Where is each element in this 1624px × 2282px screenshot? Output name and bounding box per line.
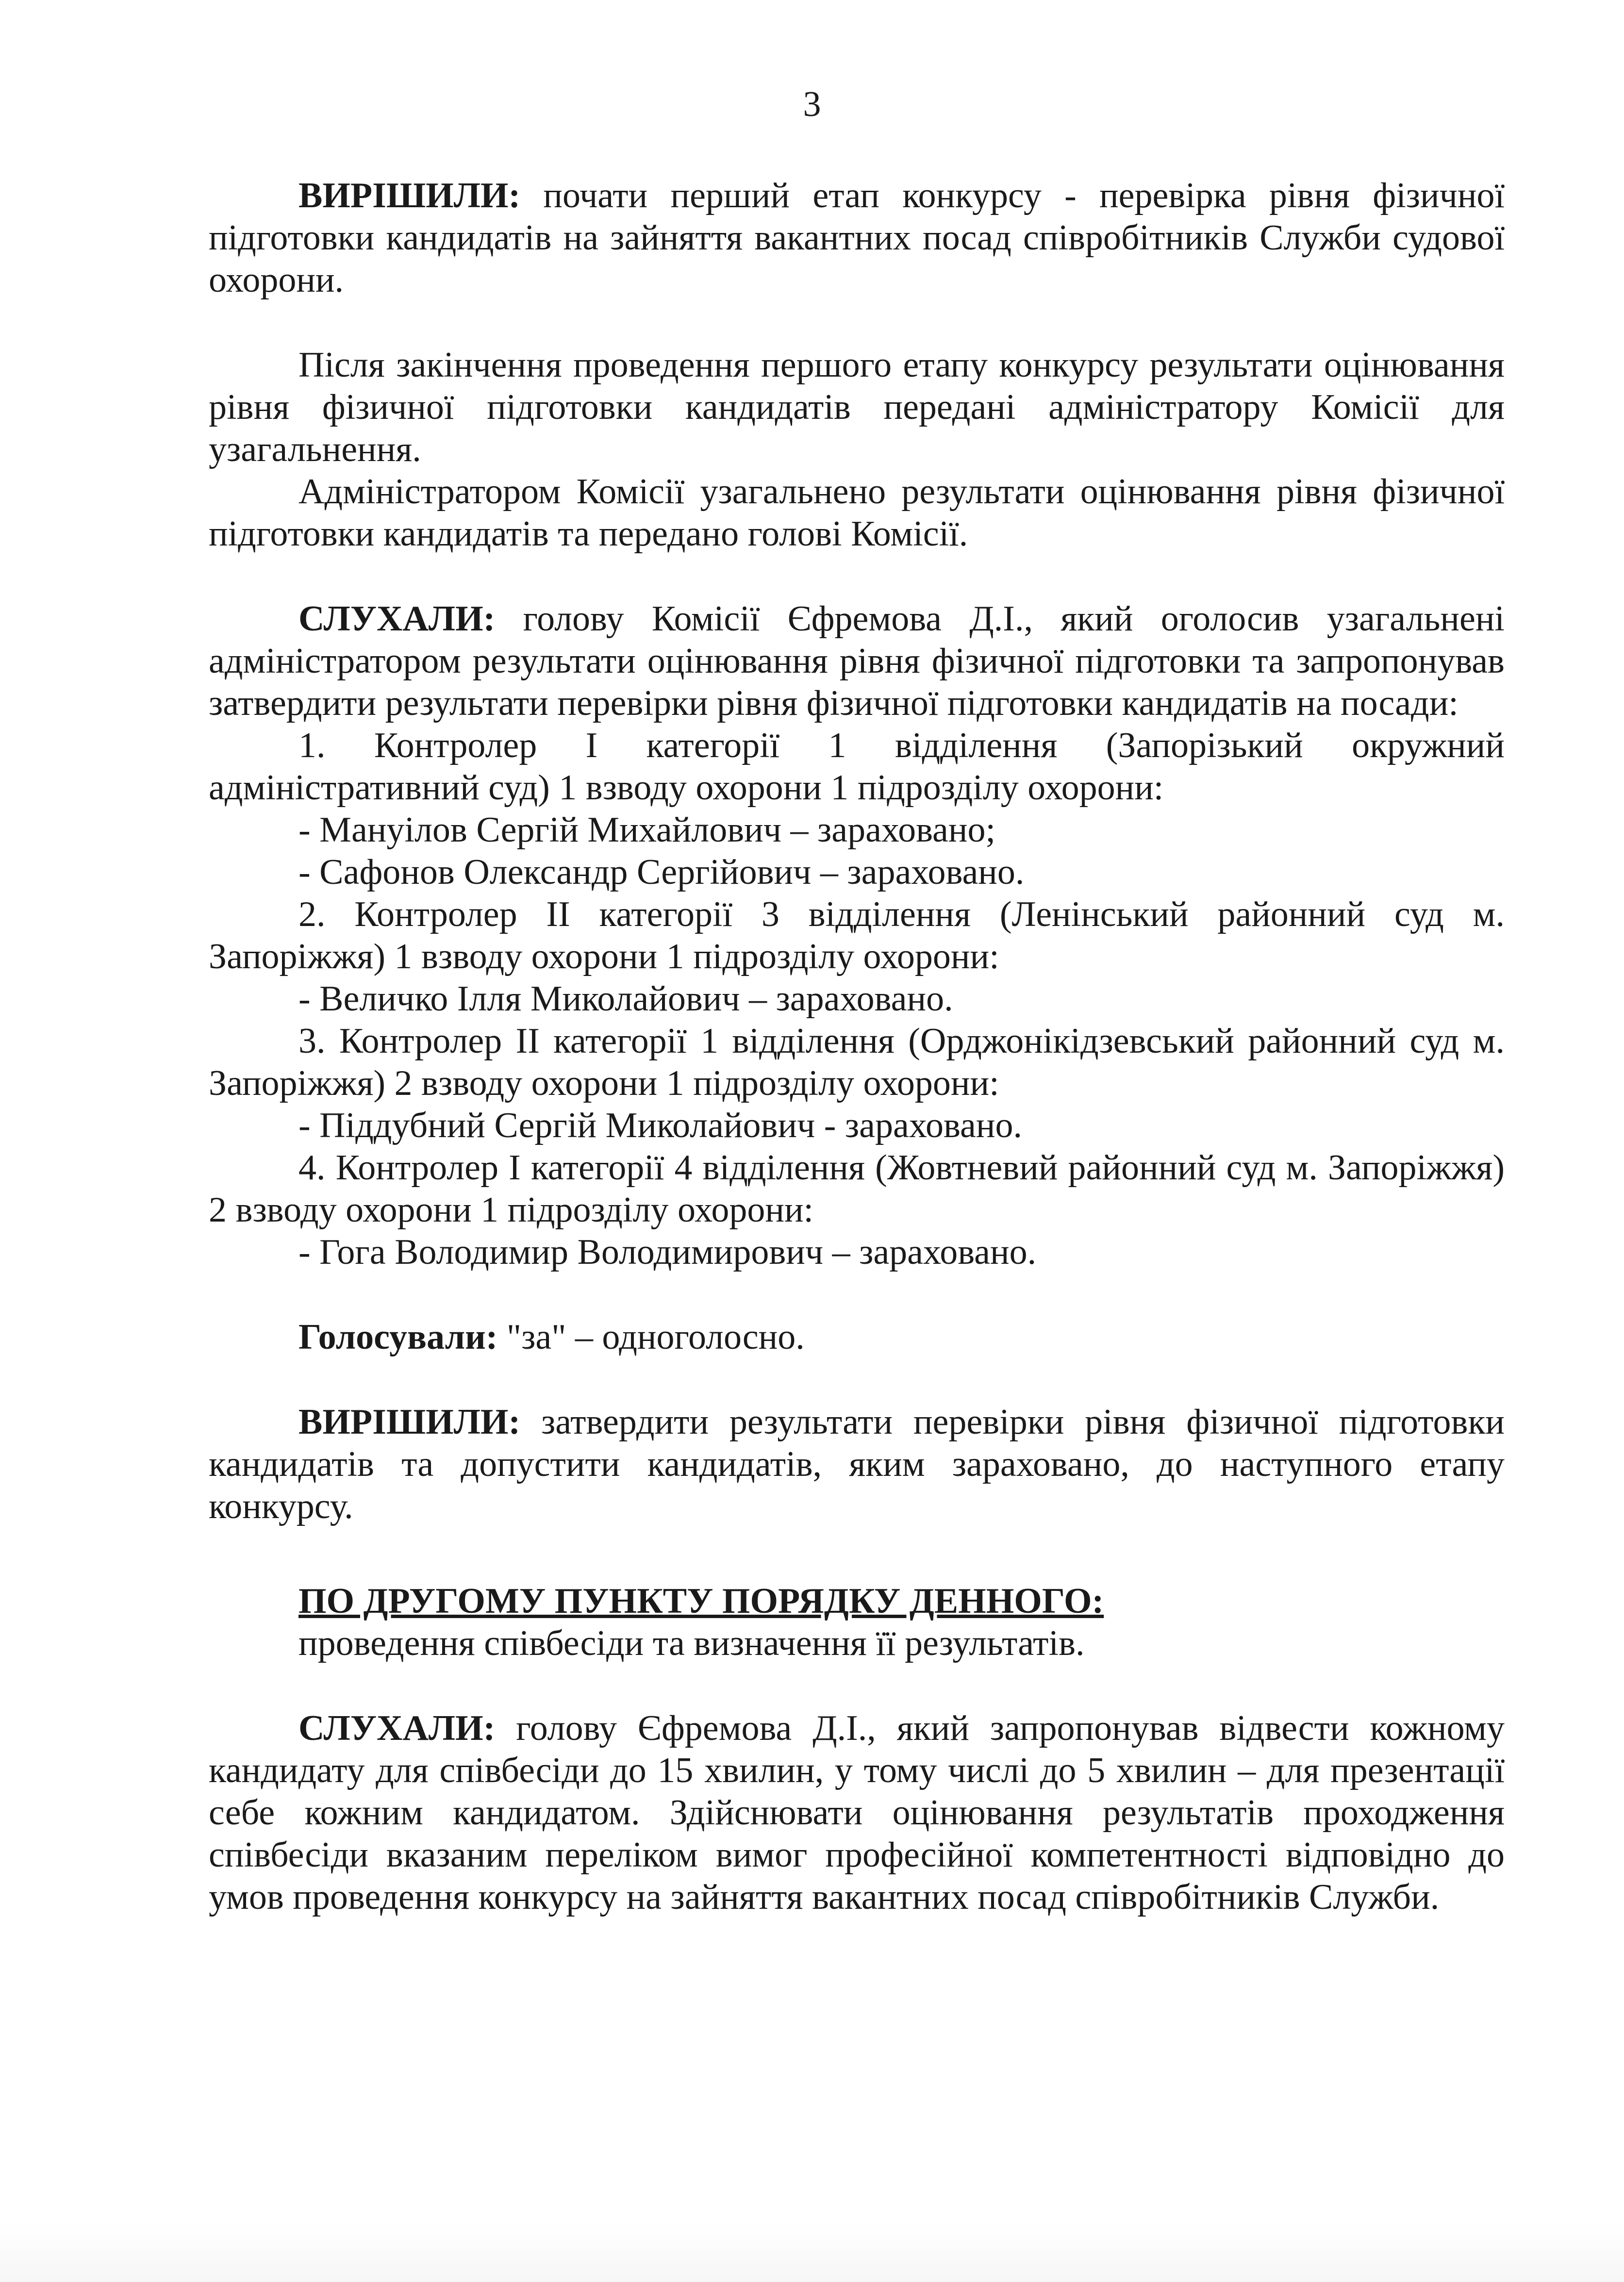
decision-text-1: почати перший етап конкурсу - перевірка рівня фізичної підготовки кандидатів на зайняття вакантних посад співробітників Служби судової охорони. bbox=[209, 176, 1505, 300]
results-transfer-paragraph: Після закінчення проведення першого етапу конкурсу результати оцінювання рівня фізичної підготовки кандидатів передані адміністратору Комісії для узагальнення. bbox=[209, 345, 1505, 469]
position-title: 3. Контролер ІІ категорії 1 відділення (Орджонікідзевський районний суд м. Запоріжжя) 2 взводу охорони 1 підрозділу охорони: bbox=[209, 1021, 1505, 1103]
heard-label-1: СЛУХАЛИ: bbox=[298, 599, 496, 639]
page-number: 3 bbox=[803, 84, 821, 124]
agenda-heading-2: ПО ДРУГОМУ ПУНКТУ ПОРЯДКУ ДЕННОГО: bbox=[298, 1581, 1104, 1621]
decision-label-1: ВИРІШИЛИ: bbox=[298, 176, 521, 215]
candidate-line: - Мануілов Сергій Михайлович – зараховано; bbox=[298, 810, 996, 850]
position-title: 1. Контролер І категорії 1 відділення (Запорізький окружний адміністративний суд) 1 взводу охорони 1 підрозділу охорони: bbox=[209, 726, 1505, 808]
decision-paragraph-2 bbox=[209, 1401, 1505, 1528]
candidate-line: - Піддубний Сергій Миколайович - зараховано. bbox=[298, 1106, 1022, 1145]
decision-label-2: ВИРІШИЛИ: bbox=[298, 1402, 521, 1442]
heard-text-1: голову Комісії Єфремова Д.І., який оголосив узагальнені адміністратором результати оцінювання рівня фізичної підготовки та запропонував затвердити результати перевірки рівня фізичної підготовки кандидатів на посади: bbox=[209, 599, 1505, 723]
candidate-line: - Величко Ілля Миколайович – зараховано. bbox=[298, 979, 953, 1019]
position-title: 4. Контролер І категорії 4 відділення (Жовтневий районний суд м. Запоріжжя) 2 взводу охорони 1 підрозділу охорони: bbox=[209, 1148, 1505, 1230]
voting-label: Голосували: bbox=[298, 1317, 498, 1357]
scan-edge-shadow bbox=[0, 2223, 1624, 2282]
heard-label-2: СЛУХАЛИ: bbox=[298, 1708, 496, 1748]
candidate-line: - Сафонов Олександр Сергійович – зараховано. bbox=[298, 852, 1025, 892]
document-body bbox=[209, 175, 1505, 1918]
voting-paragraph bbox=[209, 1316, 1505, 1358]
position-title: 2. Контролер ІІ категорії 3 відділення (Ленінський районний суд м. Запоріжжя) 1 взводу охорони 1 підрозділу охорони: bbox=[209, 894, 1505, 976]
agenda-subtitle-2: проведення співбесіди та визначення її результатів. bbox=[298, 1623, 1085, 1663]
voting-text: "за" – одноголосно. bbox=[497, 1317, 805, 1357]
positions-list bbox=[209, 725, 1505, 1273]
heard-paragraph-1 bbox=[209, 598, 1505, 725]
results-summary-paragraph: Адміністратором Комісії узагальнено результати оцінювання рівня фізичної підготовки кандидатів та передано голові Комісії. bbox=[209, 472, 1505, 554]
decision-text-2: затвердити результати перевірки рівня фізичної підготовки кандидатів та допустити кандидатів, яким зараховано, до наступного етапу конкурсу. bbox=[209, 1402, 1505, 1526]
heard-text-2: голову Єфремова Д.І., який запропонував відвести кожному кандидату для співбесіди до 15 хвилин, у тому числі до 5 хвилин – для презентації себе кожним кандидатом. Здійснювати оцінювання результатів проходження співбесіди вказаним переліком вимог професійної компетентності відповідно до умов проведення конкурсу на зайняття вакантних посад співробітників Служби. bbox=[209, 1708, 1505, 1917]
decision-paragraph-1 bbox=[209, 175, 1505, 301]
heard-paragraph-2 bbox=[209, 1707, 1505, 1918]
candidate-line: - Гога Володимир Володимирович – зараховано. bbox=[298, 1232, 1037, 1272]
